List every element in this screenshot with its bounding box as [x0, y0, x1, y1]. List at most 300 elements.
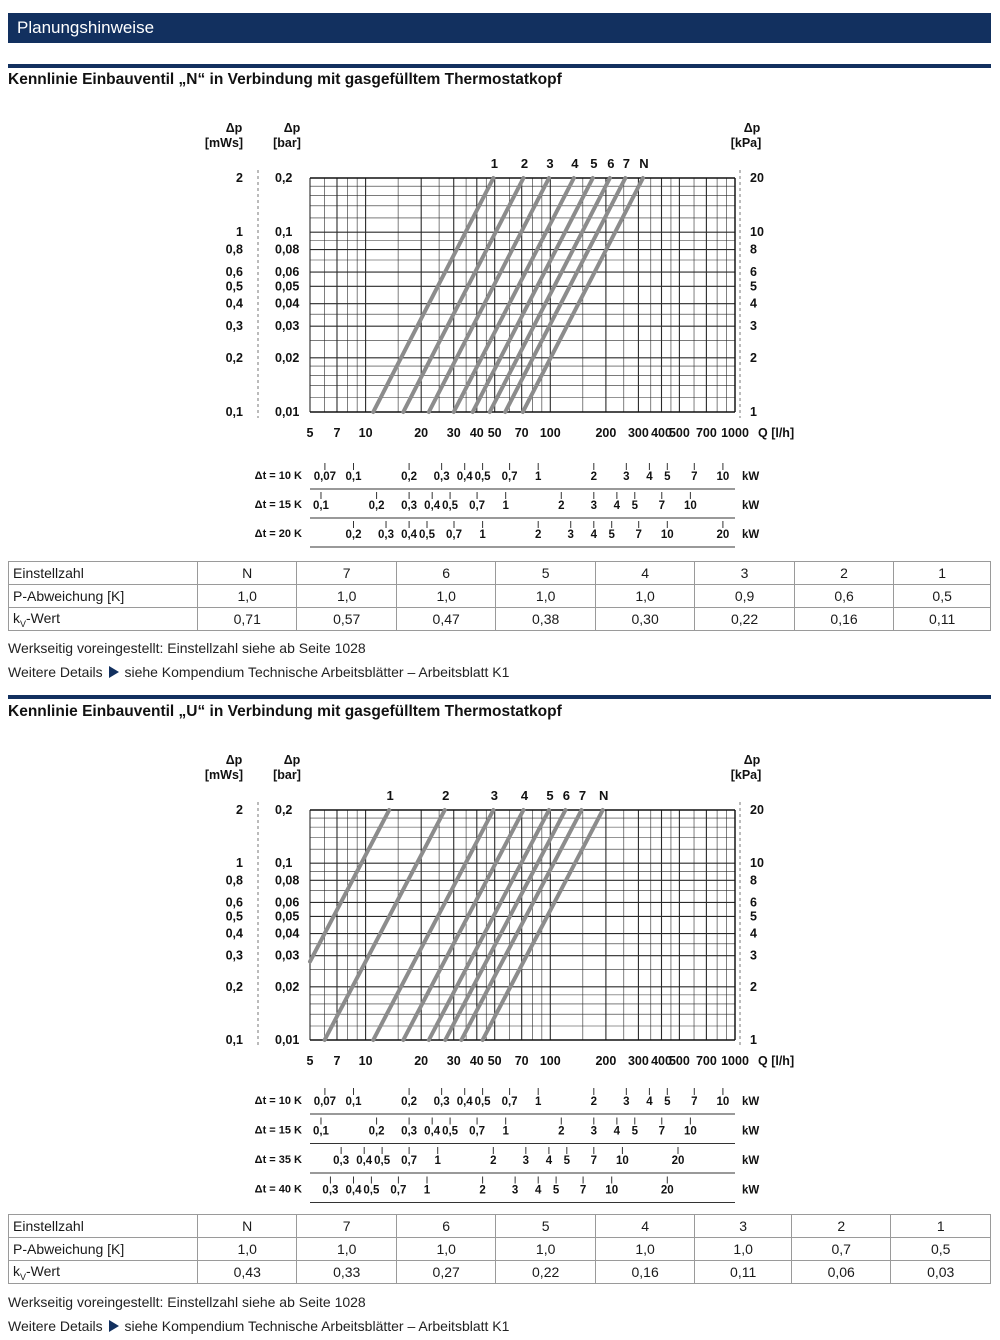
table-cell: 1,0 [198, 585, 297, 608]
power-scale-tick-label: 10 [716, 1096, 730, 1108]
tick-label-x: 30 [446, 426, 461, 440]
power-scale-tick-label: 0,1 [345, 1096, 362, 1108]
tick-label-x: 50 [487, 1054, 502, 1068]
power-scale-tick-label: 0,4 [424, 500, 441, 512]
curve-label: 7 [622, 156, 630, 171]
tick-label-bar: 0,05 [275, 279, 300, 294]
table-cell: 0,27 [396, 1261, 495, 1284]
tick-label-kpa: 8 [750, 873, 757, 888]
tick-label-x: 5 [306, 1054, 314, 1068]
power-scale-tick-label: 7 [658, 1125, 665, 1138]
tick-label-x: 200 [595, 1054, 617, 1068]
power-scale-tick-label: 0,5 [474, 1096, 491, 1108]
tick-label-kpa: 6 [750, 265, 757, 280]
kv-k: k [13, 1262, 20, 1279]
curve-label: 6 [562, 788, 571, 803]
power-scale-tick-label: 10 [683, 500, 697, 512]
tick-label-kpa: 1 [750, 1033, 757, 1047]
power-scale-tick-label: 3 [590, 1125, 598, 1138]
tick-label-x: 100 [539, 1054, 561, 1068]
tick-label-bar: 0,08 [275, 873, 300, 888]
table-cell: 1,0 [496, 585, 595, 608]
section-divider [8, 695, 991, 699]
curve-label: 2 [520, 156, 529, 171]
tick-label-x: 500 [668, 426, 690, 440]
table-cell: P-Abweichung [K] [9, 1238, 198, 1261]
axis-title-mws: Δp [225, 753, 243, 767]
tick-label-bar: 0,05 [275, 909, 300, 924]
power-scale-tick-label: 4 [534, 1184, 542, 1197]
table-cell: 4 [595, 562, 694, 585]
power-scale-label: Δt = 20 K [254, 528, 302, 540]
power-scale-tick-label: 5 [631, 1125, 638, 1138]
table-row [9, 608, 991, 631]
tick-label-mws: 0,4 [225, 296, 243, 311]
power-scale-tick-label: 5 [608, 529, 615, 541]
power-scale-tick-label: 20 [671, 1155, 685, 1167]
power-scale-tick-label: 1 [502, 500, 509, 512]
tick-label-x: 400 [651, 426, 672, 440]
table-cell: 0,5 [891, 1238, 991, 1261]
power-scale-tick-label: 5 [552, 1184, 560, 1197]
power-scale-tick-label: 3 [567, 529, 574, 541]
table-cell: N [198, 1215, 297, 1238]
curve-label: 5 [590, 156, 598, 171]
power-scale-unit: kW [742, 1125, 760, 1138]
curve-4 [454, 178, 574, 412]
tick-label-mws: 0,5 [225, 279, 243, 294]
power-scale-tick-label: 0,3 [401, 500, 418, 512]
table-cell: 0,30 [595, 608, 694, 631]
axis-title-x: Q [l/h] [758, 1054, 795, 1068]
kv-rest: -Wert [26, 609, 60, 626]
table-cell: 1,0 [297, 1238, 396, 1261]
axis-title-kpa: Δp [743, 753, 761, 767]
power-scale-tick-label: 0,1 [345, 471, 362, 483]
tick-label-mws: 0,3 [225, 948, 243, 963]
table-cell: 0,03 [891, 1261, 991, 1284]
chart-u [0, 742, 1000, 1208]
tick-label-kpa: 1 [750, 405, 757, 419]
table-cell: 0,7 [791, 1238, 890, 1261]
kv-k: k [13, 609, 20, 626]
tick-label-kpa: 6 [750, 895, 757, 910]
table-cell: P-Abweichung [K] [9, 585, 198, 608]
power-scale-tick-label: 10 [605, 1184, 619, 1197]
table-cell: 0,33 [297, 1261, 396, 1284]
power-scale-tick-label: 20 [716, 529, 730, 541]
tick-label-x: 70 [514, 426, 529, 440]
kv-sub: V [20, 1271, 27, 1282]
details-link[interactable]: siehe Kompendium Technische Arbeitsblätter – Arbeitsblatt K1 [124, 1318, 510, 1334]
table-row [9, 1215, 991, 1238]
table-cell: 6 [396, 562, 495, 585]
tick-label-mws: 0,3 [225, 319, 243, 334]
tick-label-x: 300 [627, 426, 649, 440]
power-scale-tick-label: 0,7 [390, 1184, 407, 1197]
tick-label-bar: 0,06 [275, 265, 300, 280]
tick-label-x: 40 [469, 1054, 484, 1068]
power-scale-tick-label: 4 [613, 1125, 621, 1138]
tick-label-mws: 0,5 [225, 909, 243, 924]
tick-label-kpa: 2 [750, 979, 757, 994]
table-cell: 2 [791, 1215, 890, 1238]
tick-label-bar: 0,03 [275, 948, 300, 963]
table-cell: 1,0 [297, 585, 396, 608]
power-scale-tick-label: 0,7 [501, 1096, 518, 1108]
power-scale-tick-label: 1 [534, 471, 542, 483]
axis-unit-mws: [mWs] [204, 136, 244, 150]
table-cell: 1,0 [198, 1238, 297, 1261]
tick-label-x: 10 [358, 426, 373, 440]
section-divider [8, 64, 991, 68]
power-scale-tick-label: 4 [646, 1096, 653, 1108]
power-scale-label: Δt = 15 K [254, 499, 302, 511]
tick-label-kpa: 5 [750, 279, 757, 294]
power-scale-label: Δt = 15 K [254, 1124, 302, 1137]
tick-label-kpa: 3 [750, 319, 757, 334]
table-cell: 7 [297, 562, 396, 585]
power-scale-tick-label: 10 [716, 471, 730, 483]
table-cell: 0,16 [794, 608, 893, 631]
table-cell: 0,47 [396, 608, 495, 631]
tick-label-x: 500 [668, 1054, 690, 1068]
curve-3 [373, 810, 493, 1040]
power-scale-tick-label: 5 [664, 1096, 671, 1108]
power-scale-tick-label: 4 [590, 529, 598, 541]
table-cell: 1 [891, 1215, 991, 1238]
power-scale-tick-label: 7 [691, 471, 698, 483]
tick-label-mws: 2 [236, 171, 243, 185]
table-cell: Einstellzahl [9, 1215, 198, 1238]
settings-table-n [8, 561, 991, 631]
table-cell: 0,22 [496, 1261, 595, 1284]
table-cell: 7 [297, 1215, 396, 1238]
curve-5 [429, 810, 549, 1040]
tick-label-x: 700 [695, 1054, 717, 1068]
table-row [9, 1238, 991, 1261]
power-scale-label: Δt = 40 K [254, 1183, 302, 1196]
page-title: Planungshinweise [17, 18, 155, 37]
curve-2 [325, 810, 445, 1040]
power-scale-tick-label: 0,5 [442, 500, 459, 512]
power-scale-unit: kW [742, 1155, 760, 1167]
power-scale-tick-label: 0,3 [333, 1155, 350, 1167]
power-scale-tick-label: 3 [623, 1096, 630, 1108]
axis-unit-kpa: [kPa] [730, 768, 762, 782]
power-scale-tick-label: 7 [658, 500, 665, 512]
power-scale-unit: kW [742, 471, 760, 483]
tick-label-bar: 0,01 [275, 1033, 300, 1047]
curve-label: 3 [546, 156, 554, 171]
power-scale-label: Δt = 10 K [254, 470, 302, 482]
table-row [9, 562, 991, 585]
curve-label: 5 [546, 788, 554, 803]
tick-label-x: 50 [487, 426, 502, 440]
curve-label: 7 [578, 788, 587, 803]
power-scale-tick-label: 20 [660, 1184, 674, 1197]
power-scale-tick-label: 0,4 [456, 471, 473, 483]
tick-label-x: 20 [414, 1054, 429, 1068]
axis-unit-mws: [mWs] [204, 768, 244, 782]
tick-label-mws: 0,6 [225, 265, 243, 280]
power-scale-tick-label: 0,3 [433, 1096, 450, 1108]
curve-label: 2 [442, 788, 450, 803]
table-cell [9, 608, 198, 631]
table-cell: 3 [695, 562, 794, 585]
table-cell: 0,16 [595, 1261, 694, 1284]
table-cell: 0,11 [695, 1261, 792, 1284]
tick-label-x: 200 [595, 426, 617, 440]
power-scale-unit: kW [742, 1096, 760, 1108]
tick-label-bar: 0,02 [275, 979, 300, 994]
tick-label-bar: 0,1 [275, 225, 293, 240]
power-scale-label: Δt = 35 K [254, 1154, 302, 1166]
power-scale-tick-label: 3 [522, 1155, 530, 1167]
tick-label-mws: 0,4 [225, 926, 243, 941]
power-scale-tick-label: 2 [558, 1125, 565, 1138]
table-cell [9, 1261, 198, 1284]
power-scale-tick-label: 3 [511, 1184, 519, 1197]
table-cell: 1,0 [695, 1238, 792, 1261]
tick-label-mws: 0,8 [225, 242, 243, 257]
tick-label-mws: 0,8 [225, 873, 243, 888]
curve-label: 6 [607, 156, 615, 171]
table-cell: 4 [595, 1215, 694, 1238]
tick-label-x: 7 [333, 1054, 341, 1068]
table-cell: 1,0 [396, 585, 495, 608]
power-scale-tick-label: 10 [660, 529, 674, 541]
power-scale-tick-label: 0,1 [312, 500, 329, 512]
tick-label-bar: 0,2 [275, 803, 293, 817]
power-scale-tick-label: 1 [423, 1184, 431, 1197]
tick-label-bar: 0,1 [275, 856, 293, 871]
power-scale-tick-label: 0,7 [501, 471, 518, 483]
table-cell: 0,11 [894, 608, 991, 631]
section-title-u: Kennlinie Einbauventil „U“ in Verbindung mit gasgefülltem Thermostatkopf [8, 703, 562, 720]
preset-note: Werkseitig voreingestellt: Einstellzahl siehe ab Seite 1028 [8, 640, 366, 656]
power-scale-tick-label: 2 [490, 1155, 497, 1167]
tick-label-kpa: 4 [750, 296, 757, 311]
tick-label-kpa: 10 [750, 225, 764, 240]
power-scale-tick-label: 0,3 [378, 529, 395, 541]
tick-label-kpa: 3 [750, 948, 757, 963]
power-scale-tick-label: 2 [590, 471, 598, 483]
power-scale-tick-label: 0,3 [322, 1184, 339, 1197]
axis-unit-kpa: [kPa] [730, 136, 762, 150]
table-row [9, 1261, 991, 1284]
tick-label-mws: 0,2 [225, 350, 243, 365]
table-cell: 0,71 [198, 608, 297, 631]
table-cell: 6 [396, 1215, 495, 1238]
power-scale-tick-label: 4 [545, 1155, 553, 1167]
power-scale-tick-label: 0,5 [363, 1184, 380, 1197]
power-scale-tick-label: 7 [635, 529, 642, 541]
tick-label-bar: 0,06 [275, 895, 300, 910]
arrow-right-icon [109, 1320, 119, 1332]
tick-label-x: 400 [651, 1054, 672, 1068]
tick-label-bar: 0,02 [275, 350, 300, 365]
curve-label: 4 [571, 156, 579, 171]
table-cell: 0,57 [297, 608, 396, 631]
power-scale-tick-label: 0,5 [374, 1155, 391, 1167]
tick-label-mws: 0,6 [225, 895, 243, 910]
tick-label-x: 10 [358, 1054, 373, 1068]
tick-label-x: 30 [446, 1054, 461, 1068]
details-label: Weitere Details [8, 1318, 103, 1334]
tick-label-bar: 0,08 [275, 242, 300, 257]
power-scale-tick-label: 0,5 [474, 471, 491, 483]
power-scale-tick-label: 0,2 [368, 500, 385, 512]
page-header [8, 13, 991, 43]
table-cell: 3 [695, 1215, 792, 1238]
curve-label: N [639, 156, 649, 171]
curve-label: 1 [386, 788, 394, 803]
details-link[interactable]: siehe Kompendium Technische Arbeitsblätter – Arbeitsblatt K1 [124, 664, 510, 680]
power-scale-tick-label: 0,7 [469, 1125, 486, 1138]
power-scale-tick-label: 0,7 [445, 529, 462, 541]
table-cell: 5 [496, 1215, 595, 1238]
power-scale-tick-label: 0,3 [401, 1125, 418, 1138]
power-scale-tick-label: 1 [434, 1155, 441, 1167]
power-scale-tick-label: 0,07 [313, 471, 337, 483]
table-cell: Einstellzahl [9, 562, 198, 585]
axis-unit-bar: [bar] [273, 136, 301, 150]
power-scale-tick-label: 1 [534, 1096, 542, 1108]
table-cell: 1,0 [595, 1238, 694, 1261]
power-scale-tick-label: 0,4 [424, 1125, 441, 1138]
curve-label: 4 [520, 788, 529, 803]
power-scale-tick-label: 7 [691, 1096, 698, 1108]
axis-title-bar: Δp [283, 753, 301, 767]
tick-label-x: 40 [469, 426, 484, 440]
power-scale-tick-label: 0,5 [419, 529, 436, 541]
table-cell: 0,6 [794, 585, 893, 608]
tick-label-kpa: 10 [750, 856, 764, 871]
kv-rest: -Wert [26, 1262, 60, 1279]
tick-label-x: 300 [627, 1054, 649, 1068]
arrow-right-icon [109, 666, 119, 678]
axis-unit-bar: [bar] [273, 768, 301, 782]
details-note [8, 1318, 509, 1334]
details-note [8, 664, 509, 680]
tick-label-x: 7 [333, 426, 341, 440]
axis-title-mws: Δp [225, 121, 243, 135]
settings-table-u [8, 1214, 991, 1284]
curve-1 [373, 178, 493, 412]
tick-label-mws: 0,1 [225, 405, 243, 419]
power-scale-tick-label: 4 [646, 471, 653, 483]
power-scale-tick-label: 2 [479, 1184, 486, 1197]
curve-7 [505, 178, 625, 412]
curve-label: 1 [490, 156, 499, 171]
power-scale-tick-label: 2 [590, 1096, 598, 1108]
power-scale-unit: kW [742, 500, 760, 512]
power-scale-tick-label: 2 [558, 500, 565, 512]
power-scale-tick-label: 1 [479, 529, 486, 541]
tick-label-kpa: 5 [750, 909, 757, 924]
tick-label-mws: 2 [236, 803, 243, 817]
preset-note: Werkseitig voreingestellt: Einstellzahl siehe ab Seite 1028 [8, 1294, 366, 1310]
tick-label-bar: 0,2 [275, 171, 293, 185]
power-scale-tick-label: 7 [579, 1184, 587, 1197]
power-scale-tick-label: 0,4 [345, 1184, 362, 1197]
tick-label-x: 20 [414, 426, 429, 440]
power-scale-tick-label: 0,1 [312, 1125, 329, 1138]
tick-label-mws: 1 [236, 856, 243, 871]
power-scale-tick-label: 10 [683, 1125, 697, 1138]
power-scale-tick-label: 10 [616, 1155, 629, 1167]
table-cell: 1,0 [396, 1238, 495, 1261]
power-scale-tick-label: 0,3 [433, 471, 450, 483]
power-scale-tick-label: 0,2 [401, 471, 418, 483]
tick-label-kpa: 2 [750, 350, 757, 365]
table-cell: 5 [496, 562, 595, 585]
table-cell: 0,38 [496, 608, 595, 631]
table-cell: 1 [894, 562, 991, 585]
tick-label-kpa: 4 [750, 926, 757, 941]
power-scale-tick-label: 0,5 [442, 1125, 459, 1138]
curve-label: N [599, 788, 609, 803]
power-scale-tick-label: 2 [534, 529, 542, 541]
tick-label-bar: 0,01 [275, 405, 300, 419]
table-cell: 0,43 [198, 1261, 297, 1284]
chart-n [0, 110, 1000, 560]
tick-label-x: 1000 [721, 1054, 749, 1068]
tick-label-mws: 0,1 [225, 1033, 243, 1047]
table-cell: 1,0 [496, 1238, 595, 1261]
power-scale-tick-label: 5 [563, 1155, 571, 1167]
tick-label-x: 700 [695, 426, 717, 440]
power-scale-tick-label: 1 [502, 1125, 509, 1138]
power-scale-tick-label: 3 [590, 500, 598, 512]
power-scale-tick-label: 0,2 [401, 1096, 418, 1108]
details-label: Weitere Details [8, 664, 103, 680]
power-scale-tick-label: 0,4 [456, 1096, 473, 1108]
tick-label-x: 100 [539, 426, 561, 440]
table-cell: N [198, 562, 297, 585]
power-scale-tick-label: 0,07 [313, 1096, 337, 1108]
tick-label-x: 5 [306, 426, 314, 440]
axis-title-kpa: Δp [743, 121, 761, 135]
power-scale-tick-label: 0,7 [469, 500, 486, 512]
power-scale-tick-label: 7 [590, 1155, 598, 1167]
power-scale-unit: kW [742, 529, 760, 541]
table-cell: 0,06 [791, 1261, 890, 1284]
section-title-n: Kennlinie Einbauventil „N“ in Verbindung mit gasgefülltem Thermostatkopf [8, 71, 562, 88]
table-cell: 2 [794, 562, 893, 585]
axis-title-x: Q [l/h] [758, 426, 795, 440]
tick-label-mws: 0,2 [225, 979, 243, 994]
power-scale-tick-label: 0,4 [356, 1155, 373, 1167]
power-scale-tick-label: 5 [664, 471, 671, 483]
power-scale-tick-label: 3 [623, 471, 630, 483]
axis-title-bar: Δp [283, 121, 301, 135]
power-scale-label: Δt = 10 K [254, 1095, 302, 1107]
power-scale-tick-label: 0,7 [401, 1155, 418, 1167]
tick-label-bar: 0,03 [275, 319, 300, 334]
table-cell: 0,5 [894, 585, 991, 608]
table-row [9, 585, 991, 608]
curve-N [483, 810, 603, 1040]
tick-label-kpa: 20 [750, 803, 764, 817]
power-scale-tick-label: 5 [631, 500, 638, 512]
tick-label-bar: 0,04 [275, 926, 300, 941]
tick-label-mws: 1 [236, 225, 243, 240]
power-scale-tick-label: 0,4 [401, 529, 418, 541]
table-cell: 1,0 [595, 585, 694, 608]
curve-label: 3 [490, 788, 499, 803]
